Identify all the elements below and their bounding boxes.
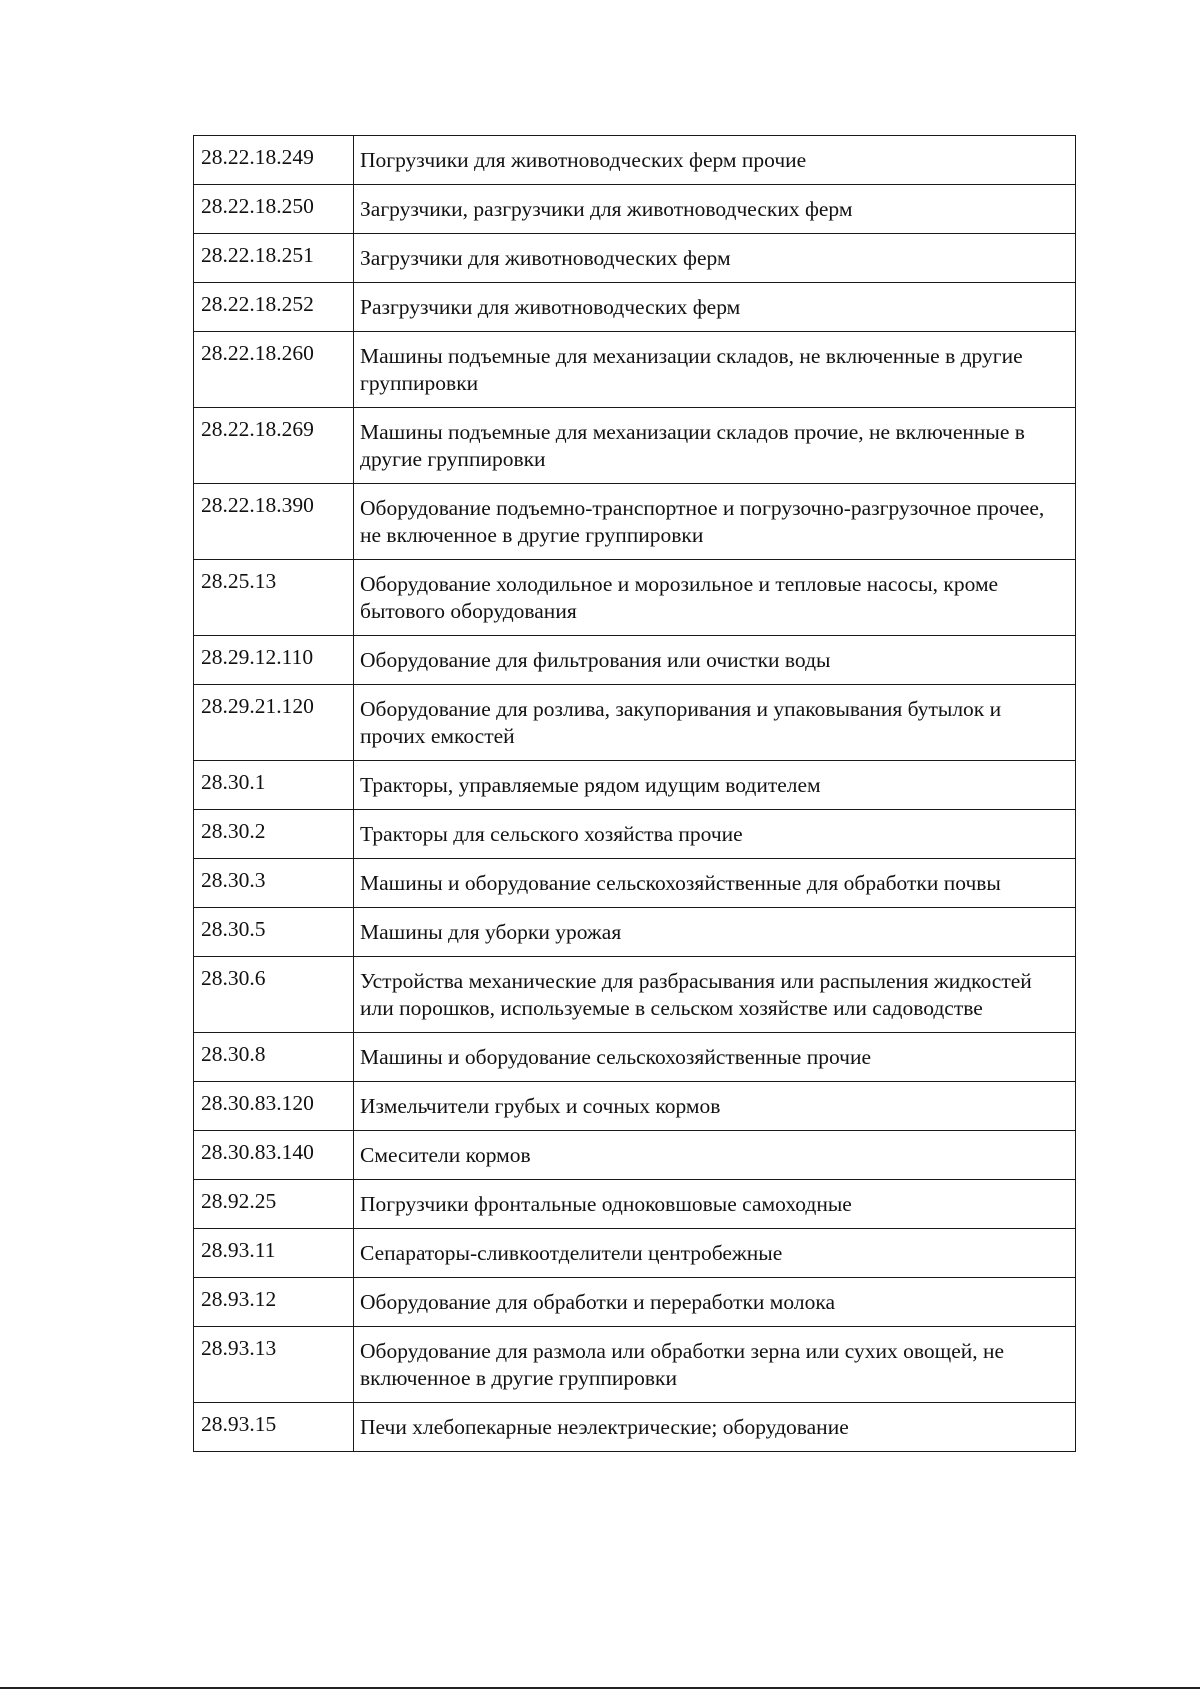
table-row [194, 136, 1076, 185]
description-cell: Сепараторы-сливкоотделители центробежные [354, 1229, 1076, 1278]
description-cell: Устройства механические для разбрасывания или распыления жидкостей или порошков, используемые в сельском хозяйстве или садоводстве [354, 957, 1076, 1033]
description-cell: Оборудование для розлива, закупоривания и упаковывания бутылок и прочих емкостей [354, 685, 1076, 761]
table-body [194, 136, 1076, 1452]
code-cell: 28.22.18.249 [194, 136, 354, 185]
code-cell: 28.30.5 [194, 908, 354, 957]
table-row [194, 636, 1076, 685]
description-cell: Разгрузчики для животноводческих ферм [354, 283, 1076, 332]
code-cell: 28.93.15 [194, 1403, 354, 1452]
table-row [194, 283, 1076, 332]
code-cell: 28.30.83.120 [194, 1082, 354, 1131]
table-row [194, 484, 1076, 560]
code-cell: 28.22.18.390 [194, 484, 354, 560]
table-row [194, 761, 1076, 810]
table-row [194, 685, 1076, 761]
description-cell: Машины и оборудование сельскохозяйственные для обработки почвы [354, 859, 1076, 908]
code-cell: 28.93.13 [194, 1327, 354, 1403]
code-cell: 28.29.12.110 [194, 636, 354, 685]
code-cell: 28.22.18.260 [194, 332, 354, 408]
description-cell: Погрузчики фронтальные одноковшовые самоходные [354, 1180, 1076, 1229]
table-row [194, 1327, 1076, 1403]
code-cell: 28.22.18.250 [194, 185, 354, 234]
code-cell: 28.30.2 [194, 810, 354, 859]
description-cell: Оборудование подъемно-транспортное и погрузочно-разгрузочное прочее, не включенное в другие группировки [354, 484, 1076, 560]
code-cell: 28.92.25 [194, 1180, 354, 1229]
code-cell: 28.22.18.252 [194, 283, 354, 332]
table-row [194, 908, 1076, 957]
code-cell: 28.30.1 [194, 761, 354, 810]
code-cell: 28.30.8 [194, 1033, 354, 1082]
description-cell: Оборудование для размола или обработки зерна или сухих овощей, не включенное в другие группировки [354, 1327, 1076, 1403]
table-row [194, 1131, 1076, 1180]
table-row [194, 1229, 1076, 1278]
table-row [194, 1082, 1076, 1131]
table-row [194, 1180, 1076, 1229]
table-row [194, 1278, 1076, 1327]
code-cell: 28.25.13 [194, 560, 354, 636]
description-cell: Загрузчики для животноводческих ферм [354, 234, 1076, 283]
description-cell: Оборудование для обработки и переработки молока [354, 1278, 1076, 1327]
description-cell: Смесители кормов [354, 1131, 1076, 1180]
description-cell: Печи хлебопекарные неэлектрические; оборудование [354, 1403, 1076, 1452]
description-cell: Оборудование холодильное и морозильное и тепловые насосы, кроме бытового оборудования [354, 560, 1076, 636]
code-cell: 28.22.18.251 [194, 234, 354, 283]
code-cell: 28.93.11 [194, 1229, 354, 1278]
description-cell: Машины для уборки урожая [354, 908, 1076, 957]
description-cell: Оборудование для фильтрования или очистки воды [354, 636, 1076, 685]
table-row [194, 859, 1076, 908]
description-cell: Измельчители грубых и сочных кормов [354, 1082, 1076, 1131]
code-cell: 28.30.83.140 [194, 1131, 354, 1180]
table-row [194, 560, 1076, 636]
description-cell: Машины подъемные для механизации складов, не включенные в другие группировки [354, 332, 1076, 408]
code-cell: 28.30.3 [194, 859, 354, 908]
description-cell: Тракторы для сельского хозяйства прочие [354, 810, 1076, 859]
code-cell: 28.22.18.269 [194, 408, 354, 484]
table-row [194, 332, 1076, 408]
table-row [194, 1033, 1076, 1082]
description-cell: Погрузчики для животноводческих ферм прочие [354, 136, 1076, 185]
table-row [194, 1403, 1076, 1452]
table-row [194, 185, 1076, 234]
description-cell: Машины и оборудование сельскохозяйственные прочие [354, 1033, 1076, 1082]
code-cell: 28.93.12 [194, 1278, 354, 1327]
description-cell: Тракторы, управляемые рядом идущим водителем [354, 761, 1076, 810]
description-cell: Загрузчики, разгрузчики для животноводческих ферм [354, 185, 1076, 234]
table-row [194, 957, 1076, 1033]
page-bottom-edge-line [0, 1687, 1200, 1689]
okpd-code-table [193, 135, 1076, 1452]
description-cell: Машины подъемные для механизации складов прочие, не включенные в другие группировки [354, 408, 1076, 484]
code-cell: 28.29.21.120 [194, 685, 354, 761]
table-row [194, 234, 1076, 283]
table-row [194, 810, 1076, 859]
code-cell: 28.30.6 [194, 957, 354, 1033]
table-row [194, 408, 1076, 484]
